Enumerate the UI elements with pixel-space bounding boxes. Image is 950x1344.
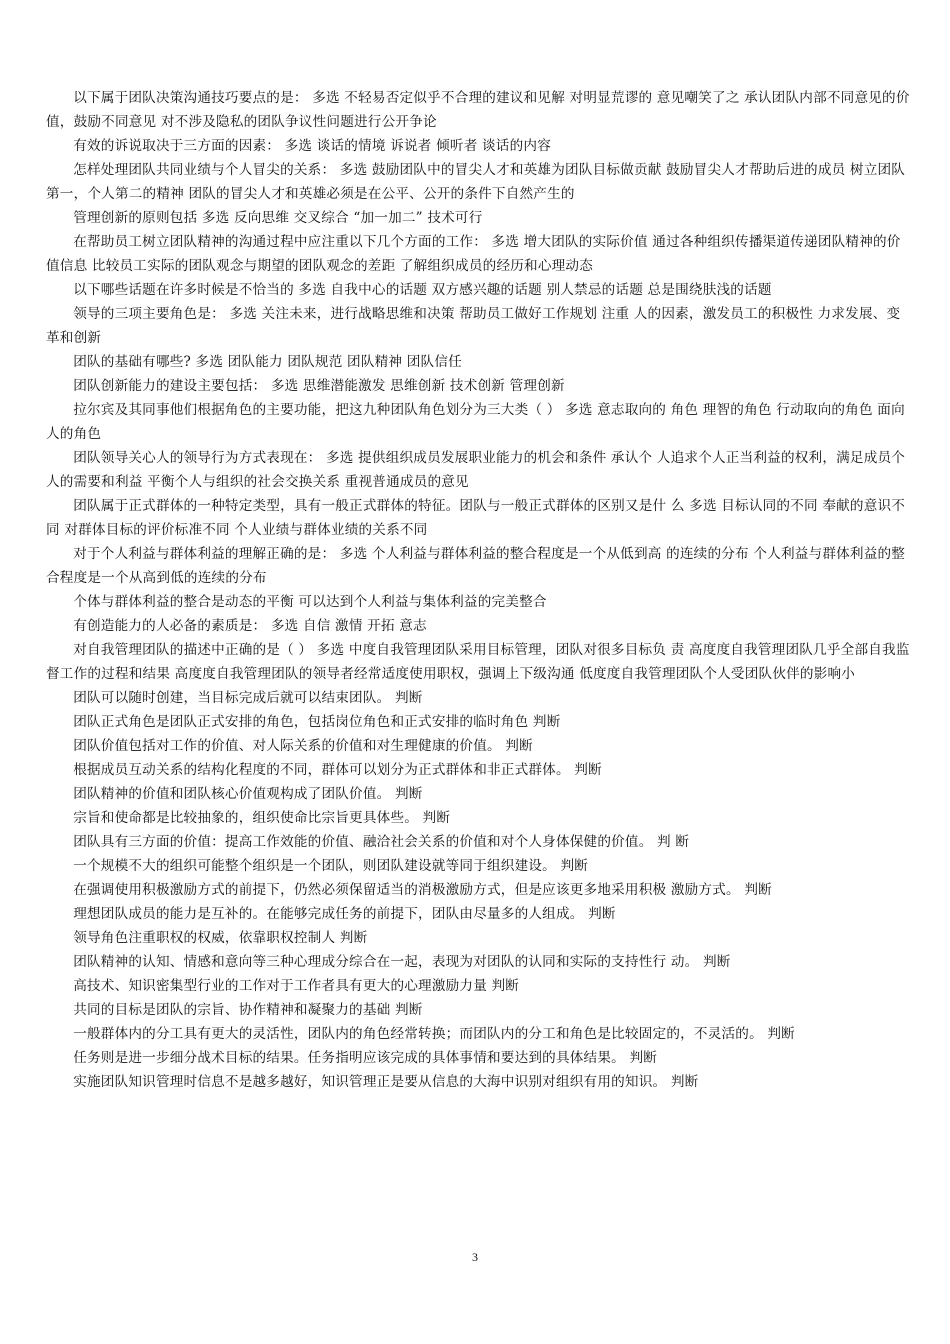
question-paragraph: 有效的诉说取决于三方面的因素： 多选 谈话的情境 诉说者 倾听者 谈话的内容 bbox=[73, 138, 551, 154]
question-paragraph: 领导角色注重职权的权威，依靠职权控制人 判断 bbox=[73, 930, 368, 946]
question-paragraph: 理想团队成员的能力是互补的。在能够完成任务的前提下，团队由尽量多的人组成。 判断 bbox=[73, 906, 616, 922]
question-paragraph: 在帮助员工树立团队精神的沟通过程中应注重以下几个方面的工作： 多选 增大团队的实际价值 通过各种组织传播渠道传递团队精神的价值信息 比较员工实际的团队观念与期望的团队观念的差距 了解组织成员的经历和心理动态 bbox=[46, 234, 901, 274]
question-paragraph: 以下属于团队决策沟通技巧要点的是： 多选 不轻易否定似乎不合理的建议和见解 对明显荒谬的 意见嘲笑了之 承认团队内部不同意见的价值，鼓励不同意见 对不涉及隐私的团队争议性问题进行公开争论 bbox=[46, 90, 910, 130]
question-paragraph: 一个规模不大的组织可能整个组织是一个团队，则团队建设就等同于组织建设。 判断 bbox=[73, 858, 589, 874]
question-paragraph: 怎样处理团队共同业绩与个人冒尖的关系： 多选 鼓励团队中的冒尖人才和英雄为团队目标做贡献 鼓励冒尖人才帮助后进的成员 树立团队第一，个人第二的精神 团队的冒尖人才和英雄必须是在公平、公开的条件下自然产生的 bbox=[46, 162, 906, 202]
question-paragraph: 团队可以随时创建，当目标完成后就可以结束团队。 判断 bbox=[73, 690, 423, 706]
question-paragraph: 高技术、知识密集型行业的工作对于工作者具有更大的心理激励力量 判断 bbox=[73, 978, 520, 994]
page-number: 3 bbox=[472, 1250, 478, 1264]
question-paragraph: 团队领导关心人的领导行为方式表现在： 多选 提供组织成员发展职业能力的机会和条件 承认个 人追求个人正当利益的权利，满足成员个人的需要和利益 平衡个人与组织的社会交换关系 重视普通成员的意见 bbox=[46, 450, 906, 490]
question-paragraph: 任务则是进一步细分战术目标的结果。任务指明应该完成的具体事情和要达到的具体结果。 判断 bbox=[73, 1050, 658, 1066]
question-paragraph: 拉尔宾及其同事他们根据角色的主要功能，把这九种团队角色划分为三大类（ ） 多选 意志取向的 角色 理智的角色 行动取向的角色 面向人的角色 bbox=[46, 402, 905, 442]
question-paragraph: 对自我管理团队的描述中正确的是（ ） 多选 中度自我管理团队采用目标管理，团队对很多目标负 责 高度度自我管理团队几乎全部自我监督工作的过程和结果 高度度自我管理团队的领导者经常适度使用职权，强调上下级沟通 低度度自我管理团队个人受团队伙伴的影响小 bbox=[46, 642, 910, 682]
document-body bbox=[46, 86, 910, 1094]
question-paragraph: 实施团队知识管理时信息不是越多越好，知识管理正是要从信息的大海中识别对组织有用的知识。 判断 bbox=[73, 1074, 699, 1090]
question-paragraph: 对于个人利益与群体利益的理解正确的是： 多选 个人利益与群体利益的整合程度是一个从低到高 的连续的分布 个人利益与群体利益的整合程度是一个从高到低的连续的分布 bbox=[46, 546, 906, 586]
question-paragraph: 团队的基础有哪些? 多选 团队能力 团队规范 团队精神 团队信任 bbox=[73, 354, 462, 370]
question-paragraph: 有创造能力的人必备的素质是： 多选 自信 激情 开拓 意志 bbox=[73, 618, 427, 634]
question-paragraph: 团队精神的认知、情感和意向等三种心理成分综合在一起，表现为对团队的认同和实际的支持性行 动。 判断 bbox=[73, 954, 731, 970]
question-paragraph: 个体与群体利益的整合是动态的平衡 可以达到个人利益与集体利益的完美整合 bbox=[73, 594, 547, 610]
question-paragraph: 共同的目标是团队的宗旨、协作精神和凝聚力的基础 判断 bbox=[73, 1002, 423, 1018]
question-paragraph: 在强调使用积极激励方式的前提下，仍然必须保留适当的消极激励方式，但是应该更多地采用积极 激励方式。 判断 bbox=[73, 882, 772, 898]
question-paragraph: 团队价值包括对工作的价值、对人际关系的价值和对生理健康的价值。 判断 bbox=[73, 738, 533, 754]
question-paragraph: 根据成员互动关系的结构化程度的不同，群体可以划分为正式群体和非正式群体。 判断 bbox=[73, 762, 602, 778]
question-paragraph: 宗旨和使命都是比较抽象的，组织使命比宗旨更具体些。 判断 bbox=[73, 810, 451, 826]
question-paragraph: 团队精神的价值和团队核心价值观构成了团队价值。 判断 bbox=[73, 786, 423, 802]
question-paragraph: 领导的三项主要角色是： 多选 关注未来，进行战略思维和决策 帮助员工做好工作规划 注重 人的因素，激发员工的积极性 力求发展、变革和创新 bbox=[46, 306, 901, 346]
question-paragraph: 管理创新的原则包括 多选 反向思维 交叉综合 “加一加二” 技术可行 bbox=[73, 210, 483, 226]
question-paragraph: 团队正式角色是团队正式安排的角色，包括岗位角色和正式安排的临时角色 判断 bbox=[73, 714, 561, 730]
question-paragraph: 团队属于正式群体的一种特定类型，具有一般正式群体的特征。团队与一般正式群体的区别又是什 么 多选 目标认同的不同 奉献的意识不同 对群体目标的评价标准不同 个人业绩与群体业绩的关系不同 bbox=[46, 498, 906, 538]
question-paragraph: 团队具有三方面的价值：提高工作效能的价值、融洽社会关系的价值和对个人身体保健的价值。 判 断 bbox=[73, 834, 690, 850]
question-paragraph: 团队创新能力的建设主要包括： 多选 思维潜能激发 思维创新 技术创新 管理创新 bbox=[73, 378, 565, 394]
question-paragraph: 以下哪些话题在许多时候是不恰当的 多选 自我中心的话题 双方感兴趣的话题 别人禁忌的话题 总是围绕肤浅的话题 bbox=[73, 282, 772, 298]
question-paragraph: 一般群体内的分工具有更大的灵活性，团队内的角色经常转换；而团队内的分工和角色是比较固定的，不灵活的。 判断 bbox=[73, 1026, 795, 1042]
